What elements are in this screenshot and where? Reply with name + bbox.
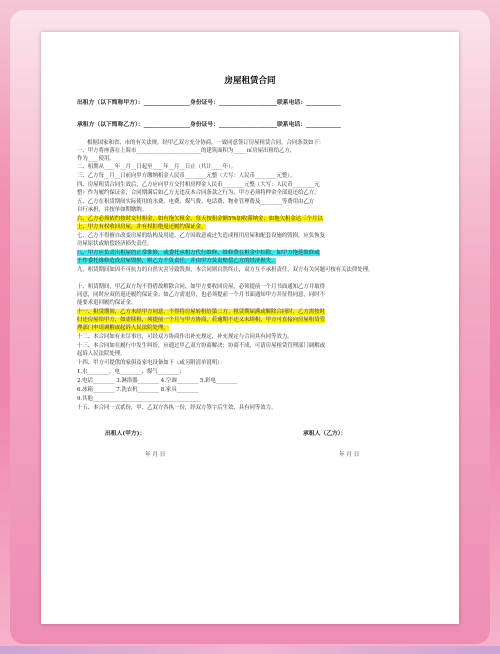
clause-13: 十三、本合同如在履行中发生纠纷，应通过甲乙双方协商解决；协商不成，可请房屋租赁管理部门调解或 xyxy=(77,343,325,349)
clause-15: 十五、本合同一式贰份，甲、乙双方各执一份，经双方签字后生效，具有同等效力。 xyxy=(77,405,277,411)
clause-10-cont-2: 能要求退回履约保证金。 xyxy=(77,300,137,306)
clause-11-cont-1-highlight: 归还房屋给甲方，如需续租，须提前一个月与甲方协商，若逾期不还又未续租，甲方可直接向房屋租赁管 xyxy=(77,317,325,323)
bottom-bar xyxy=(0,646,500,654)
lessee-date: 年 月 日 xyxy=(339,452,360,458)
lessee-line: 承租方（以下简称乙方）：________________身份证号：____________________联系电话：____________ xyxy=(77,122,341,128)
clause-14: 十四、甲方可提供的家俱及家电设备如下（或另附清单说明）： xyxy=(77,360,226,366)
clause-3: 三、乙方每__月__日前向甲方缴纳租金人民币________元整（大写：人民币________元整）。 xyxy=(77,173,296,179)
furniture-line-1: 1.水________，电________，煤气________； xyxy=(77,369,185,375)
lessor-line: 出租方（以下简称甲方）：________________身份证号：____________________联系电话：____________ xyxy=(77,100,341,106)
clause-4: 四、房屋租赁合同生效后，乙方应向甲方交付租房押金人民币________元整（大写：人民币________元 xyxy=(77,182,320,188)
clause-1-cont: 作为____使用。 xyxy=(77,156,115,162)
furniture-line-3: 6.冰箱________ 7.洗衣机________ 8.家具________ xyxy=(77,387,199,393)
clause-5-cont: 自行承担，并按单如期缴纳。 xyxy=(77,207,148,213)
clause-1: 一、甲方将座落在上海市________________________的建筑面积为_____㎡房屋出租给乙方， xyxy=(77,148,296,154)
clause-11-cont-2-highlight: 理部门申请调解或起诉人民法院处理。 xyxy=(77,325,169,331)
contract-title: 房屋租赁合同 xyxy=(224,76,276,86)
clause-8-cont-highlight: 不作委托维修造成房屋毁损，则乙方不负责任，并由甲方负责赔偿乙方的经济损失。 xyxy=(77,258,277,264)
clause-9: 九、租赁期间如因不可抗力的自然灾害导致毁损，本合同则自然终止，双方互不承担责任，双方有关问题可按有关法律处理。 xyxy=(77,267,374,273)
clause-7: 七、乙方不得擅自改变房屋的结构及用途，乙方因故意或过失造成租用房屋和配套设施的毁损，应负恢复 xyxy=(77,233,325,239)
clause-11-highlight: 十一、租赁期间，乙方未经甲方同意，不得将房屋转租给第三方。租赁期届满或解除合同时，乙方需按时 xyxy=(77,309,325,315)
clause-12: 十二、本合同如有未尽事宜，可经双方协商作出补充规定，补充规定与合同具有同等效力。 xyxy=(77,334,293,340)
clause-13-cont: 起诉人民法院处理。 xyxy=(77,351,126,357)
clause-5: 五、乙方在租赁期间实际使用的水费、电费、煤气费、电话费、物业管理费及________等费用由乙方 xyxy=(77,199,315,205)
clause-intro: 根据国家和省、市的有关法规，经甲乙双方充分协商，一致同意签订房屋租赁合同，合同条款如下： xyxy=(87,140,325,146)
clause-8-highlight: 八、甲方应负责出租屋的正常维修，或委托承租方代行维修，维修费在租金中扣除，如甲方拖延维修或 xyxy=(77,250,320,256)
clause-10-cont-1: 同意，同时应双倍返还履约保证金；如乙方需退房，也必须提前一个月书面通知甲方并征得同意，同时不 xyxy=(77,292,325,298)
furniture-line-4: 9.其他________________________________________ xyxy=(77,396,201,402)
clause-2: 二、租期从____年__月__日起至____年__月__日止（共计____年）。 xyxy=(77,164,237,170)
lessor-date: 年 月 日 xyxy=(145,452,166,458)
contract-paper xyxy=(41,32,459,624)
clause-10: 十、租赁期间，甲乙双方均不得借故解除合同，如甲方要收回房屋，必须提前一个月书面通知乙方并取得 xyxy=(77,284,325,290)
lessor-signature-label: 出租人(甲方)： xyxy=(105,431,146,437)
lessee-signature-label: 承租人（乙方）： xyxy=(303,431,347,437)
clause-4-cont: 整）作为履约保证金，合同期满后如乙方无违反本合同条款之行为，甲方必须将押金全部退还给乙方。 xyxy=(77,190,320,196)
furniture-line-2: 2.电话________ 3.淋浴器________ 4.空调________ 5.彩电________ xyxy=(77,378,238,384)
clause-6-highlight: 六、乙方必须依约按时交付租金，如有拖欠租金，每天按租金额5%加收滞纳金；如拖欠租金达三个月以 xyxy=(77,216,323,222)
clause-6-cont-highlight: 上，甲方有权收回房屋，并有权拒绝返还履约保证金。 xyxy=(77,224,207,230)
clause-7-cont: 房屋原状或赔偿经济损失责任。 xyxy=(77,241,153,247)
